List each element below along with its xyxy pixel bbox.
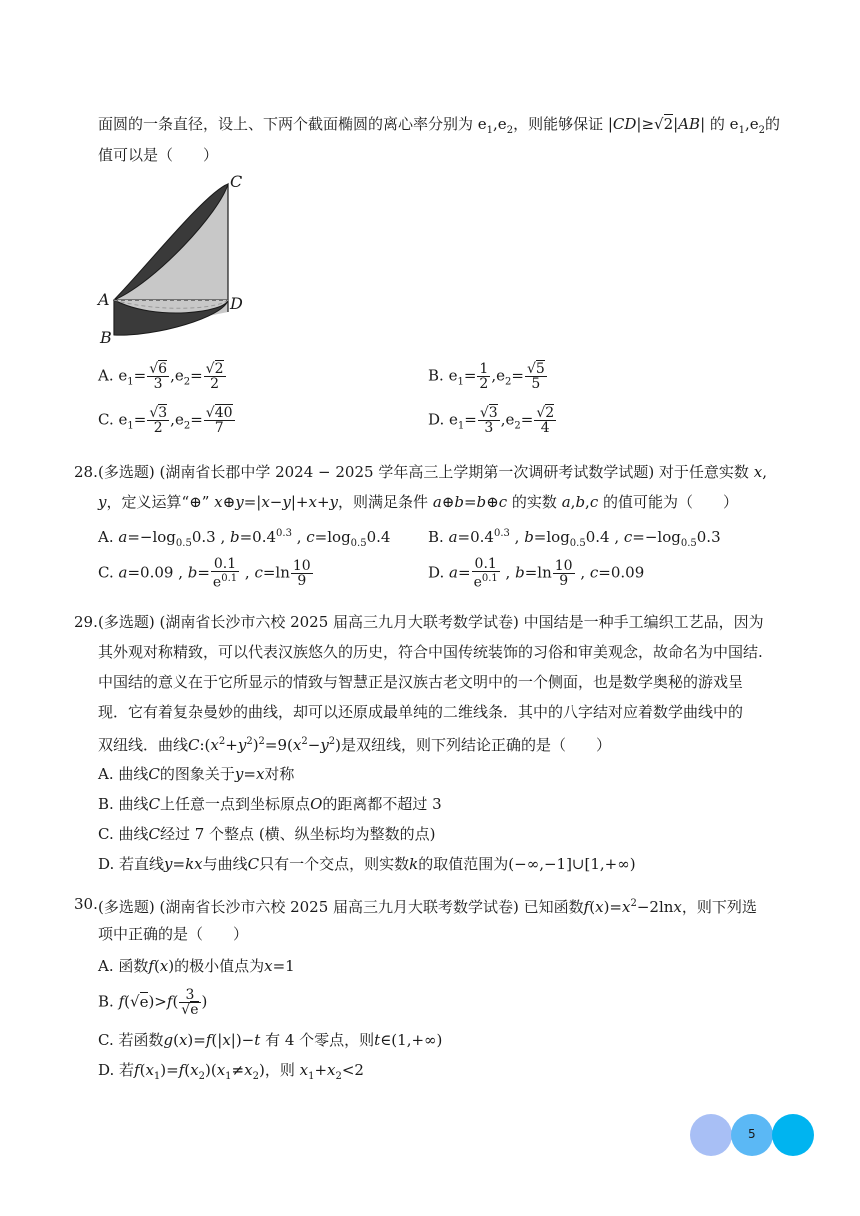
geometry-figure [96, 172, 256, 347]
page-dot-3 [772, 1114, 814, 1156]
q29-option-a[interactable]: A. 曲线C的图象关于y=x对称 [98, 765, 295, 783]
page-number: 5 [748, 1127, 756, 1141]
q27-option-a[interactable]: A. $e_1=$ $\frac{√6}{3}$ $,e_2=$ $\frac{√2}{2}$ [98, 361, 224, 392]
q30-option-b[interactable]: B. f(√e)>f( $\frac{3}{√e}$ ) [98, 987, 208, 1018]
page-dot-1 [690, 1114, 732, 1156]
q28-option-a[interactable]: A. $a=-\log_{0.5}0.3$ , $b=0.4^{0.3}$ , $c=\log_{0.5}0.4$ [98, 528, 391, 549]
q27-option-d[interactable]: D. $e_1=$ $\frac{√3}{3}$ $,e_2=$ $\frac{√2}{4}$ [428, 405, 555, 436]
q28-option-c[interactable]: C. a=0.09 , b= $\frac{0.1}{e^{0.1}}$ , c=ln $\frac{10}{9}$ [98, 556, 311, 591]
q30-line-1: (多选题) (湖南省长沙市六校 2025 届高三九月大联考数学试卷) 已知函数$f(x)=x^2-2\ln x$，则下列选 [98, 898, 757, 916]
q29-line-3: 中国结的意义在于它所显示的情致与智慧正是汉族古老文明中的一个侧面，也是数学奥秘的游戏呈 [98, 673, 744, 691]
q28-line-2: y，定义运算“⊕” x⊕y=|x−y|+x+y，则满足条件 a⊕b=b⊕c 的实数 a,b,c 的值可能为（ ） [98, 493, 739, 511]
q27-option-c[interactable]: C. $e_1=$ $\frac{√3}{2}$ $,e_2=$ $\frac{√40}{7}$ [98, 405, 233, 436]
q27-option-b[interactable]: B. $e_1=$ $\frac{1}{2}$ $,e_2=$ $\frac{√5}{5}$ [428, 361, 545, 392]
q29-option-d[interactable]: D. 若直线y=kx与曲线C只有一个交点，则实数k的取值范围为(−∞,−1]∪[1,+∞) [98, 855, 636, 873]
q30-option-c[interactable]: C. 若函数g(x)=f(|x|)−t 有 4 个零点，则t∈(1,+∞) [98, 1031, 443, 1049]
q30-option-d[interactable]: D. 若$f(x_1)=f(x_2)(x_1\ne x_2)$，则 $x_1+x_2<2$ [98, 1061, 364, 1082]
q29-line-4: 现．它有着复杂曼妙的曲线，却可以还原成最单纯的二维线条．其中的八字结对应着数学曲线中的 [98, 703, 744, 721]
q30-option-a[interactable]: A. 函数f(x)的极小值点为x=1 [98, 957, 295, 975]
label-b: B [100, 328, 112, 347]
intro-line-2: 值可以是（ ） [98, 146, 219, 164]
q28-number: 28. [74, 463, 98, 481]
q29-line-2: 其外观对称精致，可以代表汉族悠久的历史，符合中国传统装饰的习俗和审美观念，故命名为中国结. [98, 643, 763, 661]
q28-line-1: (多选题) (湖南省长郡中学 2024 − 2025 学年高三上学期第一次调研考试数学试题) 对于任意实数 x, [98, 463, 767, 481]
q29-option-c[interactable]: C. 曲线C经过 7 个整点 (横、纵坐标均为整数的点) [98, 825, 436, 843]
q29-option-b[interactable]: B. 曲线C上任意一点到坐标原点O的距离都不超过 3 [98, 795, 442, 813]
q28-option-d[interactable]: D. a= $\frac{0.1}{e^{0.1}}$ , b=ln $\frac{10}{9}$ , c=0.09 [428, 556, 645, 591]
intro-line-1: 面圆的一条直径，设上、下两个截面椭圆的离心率分别为 $e_1,e_2$，则能够保证 |CD|≥√2|AB| 的 $e_1,e_2$的 [98, 115, 780, 136]
q29-line-1: (多选题) (湖南省长沙市六校 2025 届高三九月大联考数学试卷) 中国结是一种手工编织工艺品，因为 [98, 613, 764, 631]
label-c: C [230, 172, 243, 191]
label-a: A [98, 290, 110, 309]
q29-line-5: 双纽线．曲线$C:(x^2+y^2)^2=9(x^2-y^2)$是双纽线，则下列结论正确的是（ ） [98, 736, 612, 754]
q30-line-2: 项中正确的是（ ） [98, 925, 249, 943]
q29-number: 29. [74, 613, 98, 631]
q30-number: 30. [74, 895, 98, 913]
label-d: D [230, 294, 243, 313]
q28-option-b[interactable]: B. $a=0.4^{0.3}$ , $b=\log_{0.5}0.4$ , $c=-\log_{0.5}0.3$ [428, 528, 721, 549]
